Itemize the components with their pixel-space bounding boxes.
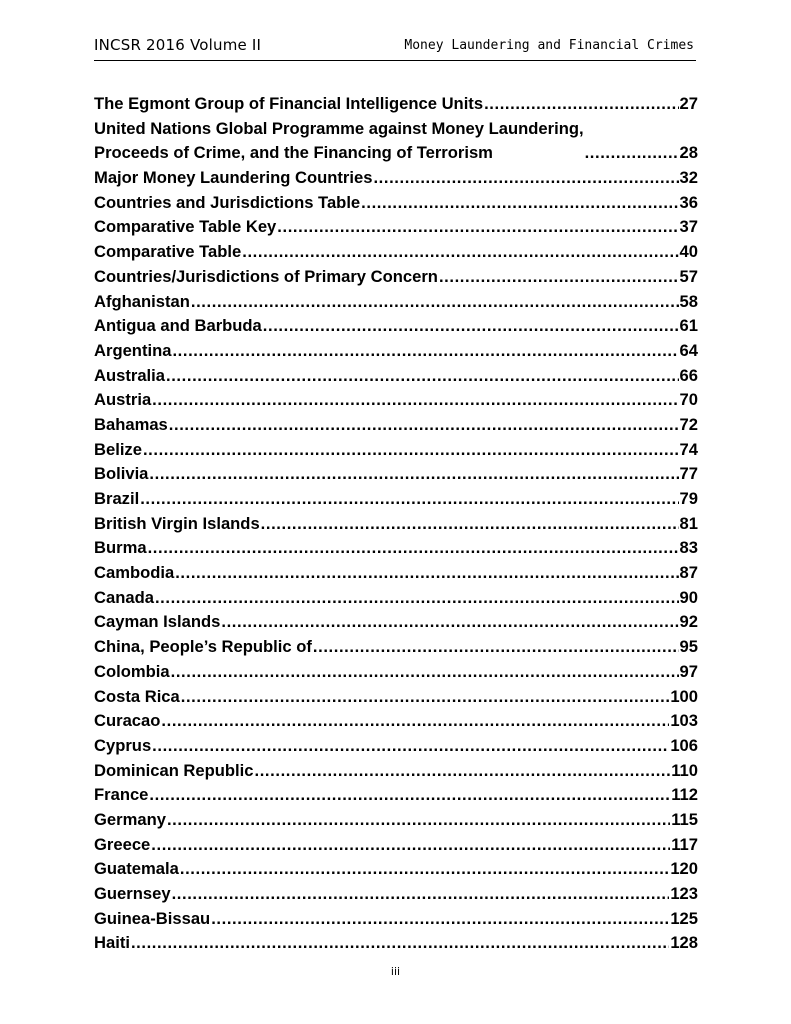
toc-entry[interactable]: [94, 191, 698, 216]
toc-entry-title: Antigua and Barbuda: [94, 316, 262, 336]
toc-entry-page: 64: [679, 340, 698, 360]
dot-leader: [131, 931, 669, 956]
toc-entry-title: Australia: [94, 365, 166, 385]
toc-entry[interactable]: [94, 709, 698, 734]
dot-leader: [155, 586, 679, 611]
toc-entry-page: 97: [679, 661, 698, 681]
toc-entry-title: Comparative Table Key: [94, 217, 277, 237]
toc-entry[interactable]: [94, 882, 698, 907]
dot-leader: [191, 290, 679, 315]
toc-entry-page: 83: [679, 538, 698, 558]
toc-entry[interactable]: [94, 734, 698, 759]
toc-entry-title: Afghanistan: [94, 291, 190, 311]
dot-leader: [175, 561, 678, 586]
dot-leader: [313, 635, 679, 660]
toc-entry-title: Argentina: [94, 340, 172, 360]
toc-entry[interactable]: [94, 857, 698, 882]
toc-entry-title: Countries and Jurisdictions Table: [94, 192, 361, 212]
dot-leader: [171, 660, 679, 685]
toc-entry-title: Colombia: [94, 661, 170, 681]
dot-leader: [152, 388, 678, 413]
dot-leader: [181, 685, 670, 710]
toc-entry-title: Dominican Republic: [94, 760, 254, 780]
dot-leader: [148, 536, 679, 561]
toc-entry-page: 92: [679, 612, 698, 632]
toc-entry[interactable]: [94, 635, 698, 660]
toc-entry[interactable]: [94, 783, 698, 808]
toc-entry-title: Bolivia: [94, 464, 149, 484]
dot-leader: [140, 487, 678, 512]
toc-entry[interactable]: [94, 685, 698, 710]
toc-entry-page: 106: [670, 735, 698, 755]
toc-entry-title-line1: United Nations Global Programme against Money Laundering,: [94, 118, 584, 138]
toc-entry[interactable]: [94, 215, 698, 240]
toc-entry-page: 103: [670, 711, 698, 731]
toc-entry-title: Canada: [94, 587, 154, 607]
toc-entry-title: Burma: [94, 538, 147, 558]
dot-leader: [277, 215, 678, 240]
toc-entry-page: 72: [679, 414, 698, 434]
toc-entry[interactable]: [94, 833, 698, 858]
toc-entry-page: 77: [679, 464, 698, 484]
toc-entry[interactable]: [94, 117, 698, 166]
table-of-contents: [94, 92, 698, 956]
toc-entry[interactable]: [94, 166, 698, 191]
toc-entry-title: Countries/Jurisdictions of Primary Concern: [94, 266, 438, 286]
toc-entry[interactable]: [94, 92, 698, 117]
toc-entry-title-line2: Proceeds of Crime, and the Financing of Terrorism: [94, 143, 493, 163]
toc-entry[interactable]: [94, 907, 698, 932]
dot-leader: [151, 833, 670, 858]
dot-leader: [361, 191, 678, 216]
toc-entry-title: Germany: [94, 809, 166, 829]
dot-leader: [143, 438, 679, 463]
toc-entry[interactable]: [94, 364, 698, 389]
toc-entry-title: Belize: [94, 439, 142, 459]
toc-entry[interactable]: [94, 759, 698, 784]
toc-entry-title: Haiti: [94, 933, 130, 953]
toc-entry[interactable]: [94, 265, 698, 290]
header-section-title: Money Laundering and Financial Crimes: [404, 38, 694, 53]
toc-entry-page: 112: [671, 785, 698, 805]
toc-entry-title: British Virgin Islands: [94, 513, 260, 533]
toc-entry-page: 74: [679, 439, 698, 459]
dot-leader: [149, 462, 678, 487]
dot-leader: [242, 240, 678, 265]
toc-entry[interactable]: [94, 314, 698, 339]
toc-entry-title: China, People’s Republic of: [94, 637, 312, 657]
toc-entry-title: Cayman Islands: [94, 612, 221, 632]
toc-entry-page: 61: [679, 316, 698, 336]
toc-entry-page: 28: [679, 143, 698, 163]
toc-entry-page: 95: [679, 637, 698, 657]
dot-leader: [255, 759, 671, 784]
toc-entry-page: 79: [679, 489, 698, 508]
toc-entry-page: 57: [679, 266, 698, 286]
toc-entry-page: 36: [679, 192, 698, 212]
page-number: iii: [390, 965, 401, 978]
toc-entry-title: Guernsey: [94, 884, 171, 903]
toc-entry-page: 125: [670, 908, 698, 928]
toc-entry[interactable]: [94, 512, 698, 537]
toc-entry-title: Guatemala: [94, 859, 179, 879]
toc-entry-page: 27: [679, 93, 698, 113]
toc-entry-page: 110: [671, 760, 698, 780]
running-header: [94, 34, 696, 61]
toc-entry-title: Guinea-Bissau: [94, 908, 211, 928]
dot-leader: [261, 512, 679, 537]
toc-entry[interactable]: [94, 931, 698, 956]
toc-entry[interactable]: [94, 536, 698, 561]
toc-entry-page: 81: [679, 513, 698, 533]
toc-entry-title: Greece: [94, 834, 151, 854]
toc-entry-title: Cambodia: [94, 563, 175, 583]
toc-entry[interactable]: [94, 610, 698, 635]
toc-entry[interactable]: [94, 808, 698, 833]
toc-entry[interactable]: [94, 561, 698, 586]
toc-entry-title: Major Money Laundering Countries: [94, 168, 373, 188]
dot-leader: [439, 265, 679, 290]
toc-entry[interactable]: [94, 438, 698, 463]
dot-leader: [166, 364, 679, 389]
dot-leader: [180, 857, 669, 882]
toc-entry-page: 115: [671, 809, 698, 829]
toc-entry[interactable]: [94, 240, 698, 265]
toc-entry[interactable]: [94, 290, 698, 315]
header-volume-title: INCSR 2016 Volume II: [94, 36, 262, 54]
toc-entry-title: The Egmont Group of Financial Intelligence Units: [94, 93, 484, 113]
dot-leader: [221, 610, 678, 635]
dot-leader: [172, 339, 678, 364]
dot-leader: [585, 141, 679, 166]
toc-entry-page: 128: [670, 933, 698, 953]
dot-leader: [161, 709, 669, 734]
toc-entry-page: 123: [670, 884, 698, 903]
toc-entry-page: 117: [671, 834, 698, 854]
toc-entry-page: 40: [679, 242, 698, 262]
toc-entry[interactable]: [94, 660, 698, 685]
toc-entry-title: Bahamas: [94, 414, 168, 434]
toc-entry[interactable]: [94, 339, 698, 364]
toc-entry[interactable]: [94, 487, 698, 512]
toc-entry[interactable]: [94, 462, 698, 487]
toc-entry-title: Comparative Table: [94, 242, 242, 262]
toc-entry-page: 87: [679, 563, 698, 583]
toc-entry[interactable]: [94, 586, 698, 611]
dot-leader: [172, 882, 670, 907]
dot-leader: [169, 413, 679, 438]
toc-entry-title: Brazil: [94, 489, 140, 508]
dot-leader: [484, 92, 678, 117]
toc-entry-title: France: [94, 785, 149, 805]
dot-leader: [149, 783, 670, 808]
dot-leader: [167, 808, 670, 833]
toc-entry-page: 66: [679, 365, 698, 385]
dot-leader: [152, 734, 669, 759]
toc-entry[interactable]: [94, 413, 698, 438]
toc-entry-title: Cyprus: [94, 735, 152, 755]
dot-leader: [263, 314, 679, 339]
dot-leader: [373, 166, 678, 191]
toc-entry-page: 32: [679, 168, 698, 188]
toc-entry-title: Austria: [94, 390, 152, 410]
toc-entry-page: 100: [670, 686, 698, 706]
toc-entry[interactable]: [94, 388, 698, 413]
dot-leader: [211, 907, 669, 932]
toc-entry-page: 70: [679, 390, 698, 410]
toc-entry-title-wrap: [94, 117, 584, 166]
toc-entry-title: Costa Rica: [94, 686, 180, 706]
toc-entry-page: 120: [670, 859, 698, 879]
toc-entry-page: 58: [679, 291, 698, 311]
toc-entry-title: Curacao: [94, 711, 161, 731]
toc-entry-page: 37: [679, 217, 698, 237]
toc-entry-page: 90: [679, 587, 698, 607]
